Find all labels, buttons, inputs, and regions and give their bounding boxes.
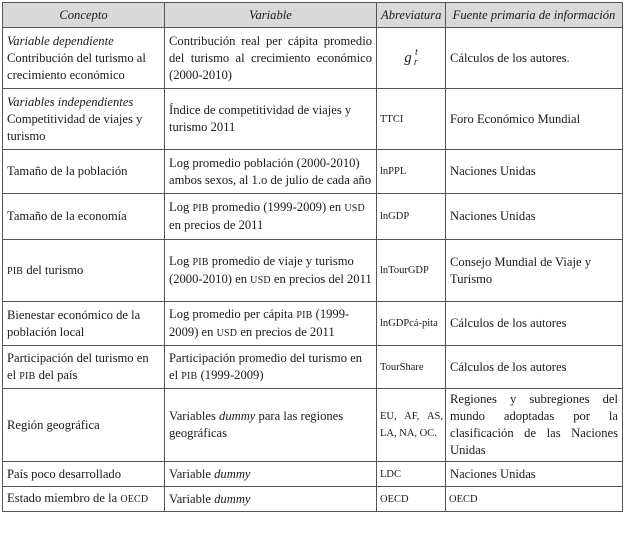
table-row xyxy=(3,302,623,346)
concept-text: Tamaño de la población xyxy=(7,164,128,178)
header-abreviatura: Abreviatura xyxy=(377,3,446,28)
abbr-text: lnTourGDP xyxy=(380,265,429,276)
source-text: Cálculos de los autores xyxy=(450,316,567,330)
abbr-cell xyxy=(377,150,446,194)
concept-heading: Variable dependiente xyxy=(7,33,114,48)
variable-cell xyxy=(165,487,377,512)
abbr-cell xyxy=(377,302,446,346)
concept-cell xyxy=(3,462,165,487)
source-cell xyxy=(446,302,623,346)
abbr-cell xyxy=(377,89,446,150)
source-cell xyxy=(446,240,623,302)
abbr-cell xyxy=(377,346,446,389)
variable-text-part: en precios del 2011 xyxy=(273,271,372,286)
source-cell xyxy=(446,389,623,462)
variable-text-part: Variables xyxy=(169,409,216,423)
table-row xyxy=(3,240,623,302)
concept-cell xyxy=(3,302,165,346)
table-row xyxy=(3,462,623,487)
variable-cell xyxy=(165,346,377,389)
growth-symbol-base: g xyxy=(404,49,412,66)
concept-cell xyxy=(3,150,165,194)
variable-abbr-usd: USD xyxy=(344,203,365,214)
source-cell xyxy=(446,487,623,512)
concept-cell xyxy=(3,194,165,240)
variable-abbr-usd: USD xyxy=(216,327,238,339)
abbr-text: EU, AF, AS, LA, NA, OC. xyxy=(380,411,443,439)
variable-text-part: Variable xyxy=(169,491,211,506)
header-variable: Variable xyxy=(165,3,377,28)
concept-cell xyxy=(3,487,165,512)
variable-abbr-usd: USD xyxy=(250,274,271,286)
variable-text-part: Log xyxy=(169,200,190,214)
table-row xyxy=(3,194,623,240)
source-cell xyxy=(446,462,623,487)
variable-text-part: en precios de 2011 xyxy=(240,324,335,339)
header-fuente: Fuente primaria de información xyxy=(446,3,623,28)
variable-text-part: en precios de 2011 xyxy=(169,218,264,232)
concept-cell xyxy=(3,346,165,389)
variable-cell xyxy=(165,150,377,194)
variable-text-part: Log xyxy=(169,253,190,268)
variables-table xyxy=(2,2,623,512)
variable-abbr-pib: PIB xyxy=(192,203,209,214)
abbr-cell xyxy=(377,487,446,512)
abbr-text: TTCI xyxy=(380,113,404,125)
source-text: Naciones Unidas xyxy=(450,209,536,223)
variable-dummy-italic: dummy xyxy=(219,409,256,423)
table-row xyxy=(3,150,623,194)
abbr-cell xyxy=(377,194,446,240)
source-cell xyxy=(446,89,623,150)
concept-text-part: Estado miembro de la xyxy=(7,491,118,505)
abbr-text: lnGDPcá-pita xyxy=(380,318,438,329)
table-row xyxy=(3,487,623,512)
concept-heading: Variables independientes xyxy=(7,94,134,109)
abbr-cell xyxy=(377,28,446,89)
variable-cell xyxy=(165,462,377,487)
header-concepto: Concepto xyxy=(3,3,165,28)
concept-text-part: del país xyxy=(38,367,78,382)
source-text: Regiones y subregiones del mundo adoptadas por la clasificación de las Naciones Unidas xyxy=(450,392,618,457)
variable-cell xyxy=(165,389,377,462)
table-row xyxy=(3,389,623,462)
concept-cell xyxy=(3,89,165,150)
abbr-text: TourShare xyxy=(380,361,424,373)
concept-text-part: Participación del turismo en el xyxy=(7,350,149,382)
source-cell xyxy=(446,194,623,240)
variable-abbr-pib: PIB xyxy=(181,370,198,382)
variable-text-part: (1999-2009) xyxy=(200,367,264,382)
abbr-text: lnPPL xyxy=(380,166,407,177)
variable-text: Contribución real per cápita promedio del turismo al crecimiento económico (2000-2010) xyxy=(169,33,372,82)
abbr-text: lnGDP xyxy=(380,211,410,222)
source-text: Cálculos de los autores xyxy=(450,359,567,374)
concept-text: Tamaño de la economía xyxy=(7,209,127,223)
table-row xyxy=(3,28,623,89)
variable-dummy-italic: dummy xyxy=(214,491,251,506)
concept-cell xyxy=(3,240,165,302)
variable-cell xyxy=(165,240,377,302)
variable-cell xyxy=(165,302,377,346)
variable-text: Log promedio población (2000-2010) ambos sexos, al 1.o de julio de cada año xyxy=(169,155,372,187)
source-text: OECD xyxy=(449,493,478,505)
variable-text-part: promedio de viaje y turismo (2000-2010) en xyxy=(169,253,354,286)
abbr-text: OECD xyxy=(380,493,409,505)
variable-cell xyxy=(165,89,377,150)
concept-text: Competitividad de viajes y turismo xyxy=(7,111,143,143)
table-row xyxy=(3,89,623,150)
source-cell xyxy=(446,346,623,389)
growth-symbol xyxy=(404,46,418,68)
concept-text: Bienestar económico de la población local xyxy=(7,307,141,339)
concept-text: País poco desarrollado xyxy=(7,466,122,481)
source-text: Naciones Unidas xyxy=(450,466,536,481)
variable-text-part: promedio (1999-2009) en xyxy=(211,200,342,214)
source-text: Cálculos de los autores. xyxy=(450,50,570,65)
growth-symbol-sup: t xyxy=(414,46,418,58)
table-row xyxy=(3,346,623,389)
variable-text: Índice de competitividad de viajes y turismo 2011 xyxy=(169,103,352,134)
header-row xyxy=(3,3,623,28)
variable-text-part: Log promedio per cápita xyxy=(169,306,294,321)
variables-table-container xyxy=(2,2,623,512)
abbr-cell xyxy=(377,240,446,302)
variable-cell xyxy=(165,194,377,240)
concept-cell xyxy=(3,389,165,462)
concept-text: Contribución del turismo al crecimiento económico xyxy=(7,50,146,82)
concept-text: Región geográfica xyxy=(7,417,100,432)
variable-cell xyxy=(165,28,377,89)
concept-abbr-oecd: OECD xyxy=(120,494,149,505)
variable-abbr-pib: PIB xyxy=(296,309,313,321)
variable-dummy-italic: dummy xyxy=(214,466,251,481)
concept-cell xyxy=(3,28,165,89)
concept-abbr-pib: PIB xyxy=(19,370,36,382)
source-text: Consejo Mundial de Viaje y Turismo xyxy=(450,254,592,286)
concept-text-part: del turismo xyxy=(26,262,84,277)
abbr-cell xyxy=(377,462,446,487)
source-text: Naciones Unidas xyxy=(450,164,536,178)
concept-abbr-pib: PIB xyxy=(7,265,24,277)
variable-text-part: Participación promedio del turismo en el xyxy=(169,350,363,382)
abbr-cell xyxy=(377,389,446,462)
variable-text-part: para las regiones geográficas xyxy=(169,409,344,440)
abbr-text: LDC xyxy=(380,468,401,480)
variable-text-part: (1999-2009) en xyxy=(169,306,350,339)
source-cell xyxy=(446,28,623,89)
variable-abbr-pib: PIB xyxy=(192,256,209,268)
variable-text-part: Variable xyxy=(169,466,211,481)
source-cell xyxy=(446,150,623,194)
growth-symbol-sub: r xyxy=(413,56,418,68)
source-text: Foro Económico Mundial xyxy=(450,111,581,126)
